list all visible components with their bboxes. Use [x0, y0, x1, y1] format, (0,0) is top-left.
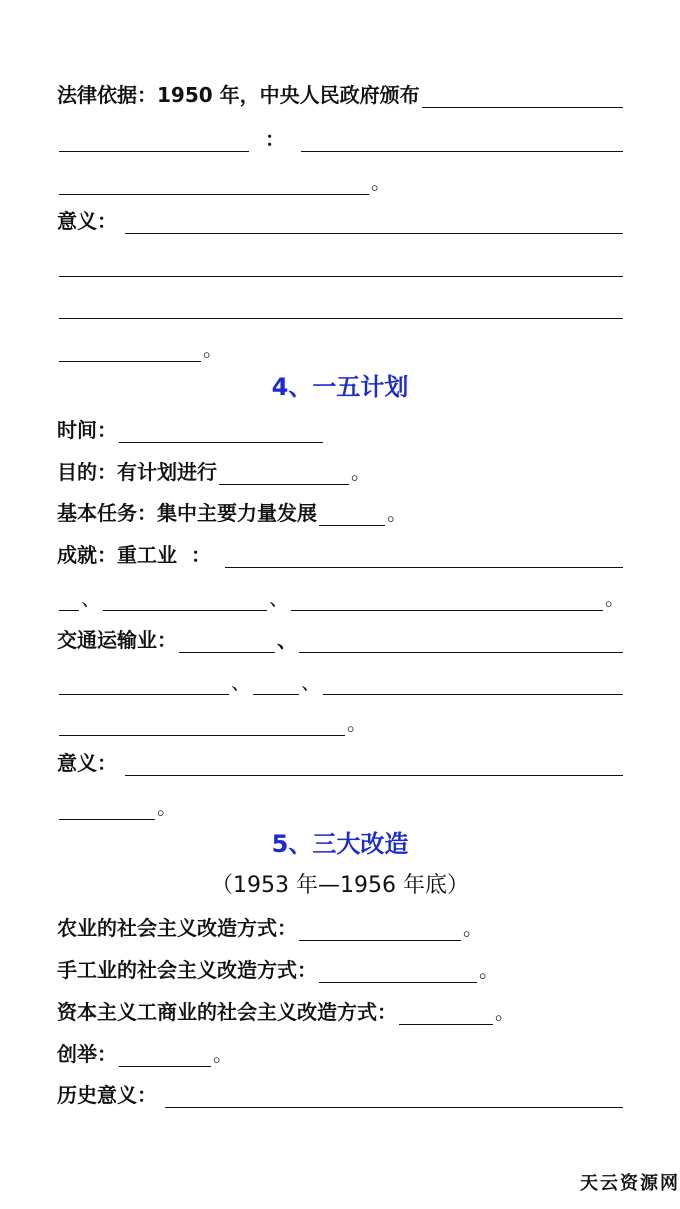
- historical-significance-label: 历史意义：: [57, 1083, 157, 1107]
- agriculture-line: [57, 915, 625, 941]
- answer-blank[interactable]: [59, 797, 155, 820]
- significance-line-3: [57, 293, 625, 319]
- legal-basis-line: [57, 82, 625, 108]
- time-line: [57, 417, 625, 443]
- goal-label: 目的：: [57, 460, 117, 484]
- separator: 、: [81, 586, 101, 610]
- separator: 、: [277, 628, 297, 652]
- answer-blank[interactable]: [59, 129, 249, 152]
- answer-blank[interactable]: [125, 211, 623, 234]
- answer-blank[interactable]: [291, 588, 603, 611]
- answer-blank[interactable]: [422, 85, 623, 108]
- answer-blank[interactable]: [59, 713, 345, 736]
- answer-blank[interactable]: [323, 672, 623, 695]
- watermark: 天云资源网: [580, 1173, 680, 1194]
- transport-line-2: [57, 669, 625, 695]
- heavy-industry-label: 重工业: [117, 543, 177, 567]
- separator: 、: [301, 670, 321, 694]
- legal-basis-line-3: [57, 169, 625, 195]
- capitalist-label: 资本主义工商业的社会主义改造方式：: [57, 1000, 397, 1024]
- period: 。: [213, 1042, 233, 1066]
- transport-line-3: [57, 710, 625, 736]
- answer-blank[interactable]: [59, 672, 229, 695]
- capitalist-line: [57, 999, 625, 1025]
- period: 。: [351, 460, 371, 484]
- achievement-label: 成就：: [57, 543, 117, 567]
- task-text: 集中主要力量发展: [157, 501, 317, 525]
- colon: ：: [265, 127, 285, 151]
- legal-basis-text: 1950 年，中央人民政府颁布: [157, 83, 420, 107]
- significance-line-2: [57, 794, 625, 820]
- significance-label: 意义：: [57, 751, 117, 775]
- period: 。: [495, 1000, 515, 1024]
- answer-blank[interactable]: [179, 630, 275, 653]
- legal-basis-label: 法律依据：: [57, 83, 157, 107]
- section-heading: 4、一五计划: [271, 373, 409, 401]
- answer-blank[interactable]: [119, 420, 323, 443]
- period: 。: [463, 916, 483, 940]
- legal-basis-line-2: [57, 126, 625, 152]
- answer-blank[interactable]: [59, 172, 369, 195]
- period: 。: [157, 795, 177, 819]
- significance-line-4: [57, 336, 625, 362]
- answer-blank[interactable]: [59, 339, 201, 362]
- answer-blank[interactable]: [225, 545, 623, 568]
- period: 。: [347, 711, 367, 735]
- significance-line-2: [57, 251, 625, 277]
- handicraft-line: [57, 957, 625, 983]
- answer-blank[interactable]: [219, 462, 349, 485]
- answer-blank[interactable]: [125, 753, 623, 776]
- innovation-line: [57, 1041, 625, 1067]
- separator: 、: [231, 670, 251, 694]
- time-label: 时间：: [57, 418, 117, 442]
- answer-blank[interactable]: [59, 588, 79, 611]
- task-label: 基本任务：: [57, 501, 157, 525]
- period: 。: [605, 586, 625, 610]
- significance-label: 意义：: [57, 209, 117, 233]
- answer-blank[interactable]: [103, 588, 267, 611]
- achievement-line: [57, 542, 625, 568]
- handicraft-label: 手工业的社会主义改造方式：: [57, 958, 317, 982]
- answer-blank[interactable]: [301, 129, 623, 152]
- answer-blank[interactable]: [119, 1044, 211, 1067]
- transport-label: 交通运输业：: [57, 628, 177, 652]
- answer-blank[interactable]: [319, 960, 477, 983]
- task-line: [57, 500, 625, 526]
- historical-significance-line: [57, 1082, 625, 1108]
- goal-line: [57, 459, 625, 485]
- goal-text: 有计划进行: [117, 460, 217, 484]
- period: 。: [479, 958, 499, 982]
- significance-line: [57, 208, 625, 234]
- period: 。: [387, 501, 407, 525]
- separator: 、: [269, 586, 289, 610]
- answer-blank[interactable]: [299, 918, 461, 941]
- answer-blank[interactable]: [299, 630, 623, 653]
- achievement-line-2: [57, 585, 625, 611]
- answer-blank[interactable]: [165, 1085, 623, 1108]
- significance-line: [57, 750, 625, 776]
- section-heading: 5、三大改造: [271, 830, 409, 858]
- answer-blank[interactable]: [399, 1002, 493, 1025]
- period: 。: [203, 337, 223, 361]
- section-subheading: （1953 年—1956 年底）: [211, 873, 469, 898]
- answer-blank[interactable]: [319, 503, 385, 526]
- period: 。: [371, 170, 391, 194]
- answer-blank[interactable]: [59, 296, 623, 319]
- colon: ：: [191, 543, 211, 567]
- answer-blank[interactable]: [253, 672, 299, 695]
- agriculture-label: 农业的社会主义改造方式：: [57, 916, 297, 940]
- answer-blank[interactable]: [59, 254, 623, 277]
- innovation-label: 创举：: [57, 1042, 117, 1066]
- transport-line: [57, 627, 625, 653]
